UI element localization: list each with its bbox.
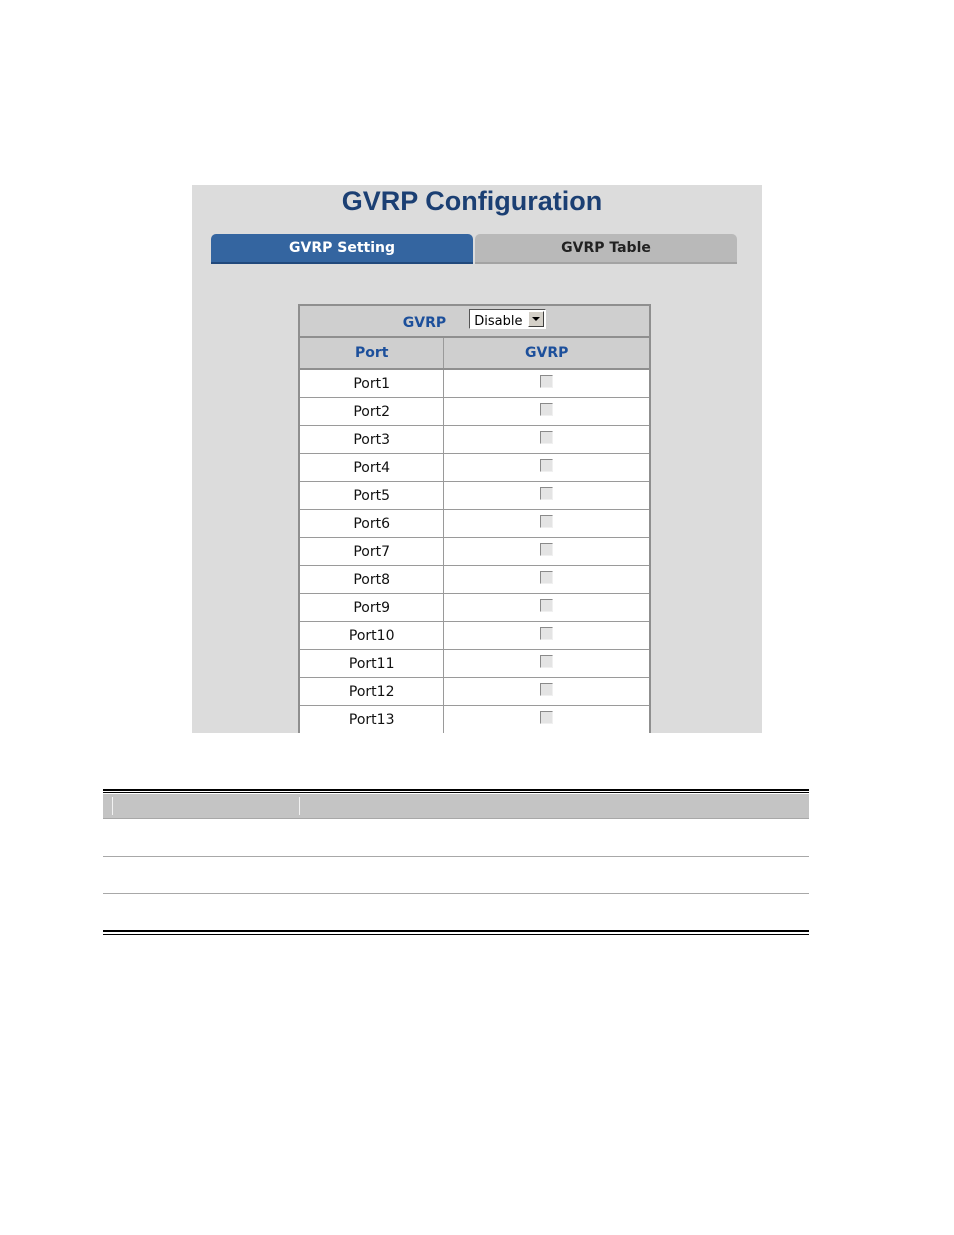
gvrp-cell (444, 594, 650, 622)
port-name: Port4 (299, 454, 444, 482)
port-name: Port2 (299, 398, 444, 426)
gvrp-cell (444, 622, 650, 650)
gvrp-port-checkbox[interactable] (540, 711, 553, 724)
table-row (299, 650, 650, 678)
gvrp-port-checkbox[interactable] (540, 683, 553, 696)
port-name: Port13 (299, 706, 444, 734)
table-row (299, 566, 650, 594)
table-row (299, 594, 650, 622)
row-divider (103, 893, 809, 894)
gvrp-cell (444, 482, 650, 510)
table-row (299, 538, 650, 566)
description-header (103, 794, 809, 818)
chevron-down-icon[interactable] (528, 311, 544, 327)
gvrp-cell (444, 650, 650, 678)
row-divider (103, 856, 809, 857)
column-divider (299, 797, 300, 815)
gvrp-port-checkbox[interactable] (540, 403, 553, 416)
port-name: Port6 (299, 510, 444, 538)
port-name: Port12 (299, 678, 444, 706)
gvrp-cell (444, 538, 650, 566)
table-row (299, 482, 650, 510)
gvrp-cell (444, 566, 650, 594)
gvrp-port-checkbox[interactable] (540, 375, 553, 388)
port-name: Port8 (299, 566, 444, 594)
port-name: Port10 (299, 622, 444, 650)
column-divider (112, 797, 113, 815)
port-name: Port7 (299, 538, 444, 566)
column-header-gvrp: GVRP (444, 337, 650, 369)
table-rule (103, 789, 809, 791)
table-row (299, 510, 650, 538)
port-name: Port11 (299, 650, 444, 678)
gvrp-cell (444, 369, 650, 398)
table-rule (103, 934, 809, 935)
gvrp-port-checkbox[interactable] (540, 543, 553, 556)
table-header-row (299, 337, 650, 369)
gvrp-port-checkbox[interactable] (540, 599, 553, 612)
tab-bar (211, 234, 737, 264)
gvrp-port-checkbox[interactable] (540, 655, 553, 668)
gvrp-cell (444, 398, 650, 426)
gvrp-port-checkbox[interactable] (540, 627, 553, 640)
gvrp-mode-select[interactable] (469, 309, 546, 329)
gvrp-port-checkbox[interactable] (540, 571, 553, 584)
port-name: Port5 (299, 482, 444, 510)
gvrp-port-table (298, 304, 651, 733)
table-rule (103, 930, 809, 932)
table-row (299, 426, 650, 454)
gvrp-mode-value: Disable (474, 314, 523, 330)
gvrp-cell (444, 678, 650, 706)
gvrp-global-label: GVRP (402, 315, 447, 332)
table-row (299, 454, 650, 482)
gvrp-port-checkbox[interactable] (540, 431, 553, 444)
port-name: Port1 (299, 369, 444, 398)
port-name: Port9 (299, 594, 444, 622)
gvrp-cell (444, 706, 650, 734)
column-header-port: Port (299, 337, 444, 369)
gvrp-port-checkbox[interactable] (540, 487, 553, 500)
gvrp-cell (444, 426, 650, 454)
gvrp-cell (444, 510, 650, 538)
gvrp-port-checkbox[interactable] (540, 515, 553, 528)
tab-gvrp-setting[interactable]: GVRP Setting (211, 234, 473, 264)
table-row (299, 622, 650, 650)
row-divider (103, 818, 809, 819)
gvrp-cell (444, 454, 650, 482)
tab-gvrp-table[interactable]: GVRP Table (475, 234, 737, 264)
table-rule (103, 792, 809, 793)
gvrp-config-panel (192, 185, 762, 733)
gvrp-port-checkbox[interactable] (540, 459, 553, 472)
table-row (299, 678, 650, 706)
description-table (103, 789, 809, 936)
port-name: Port3 (299, 426, 444, 454)
table-row (299, 369, 650, 398)
port-rows (299, 369, 650, 733)
page-title: GVRP Configuration (341, 186, 603, 216)
table-row (299, 706, 650, 734)
table-row (299, 398, 650, 426)
gvrp-global-row (299, 305, 650, 337)
